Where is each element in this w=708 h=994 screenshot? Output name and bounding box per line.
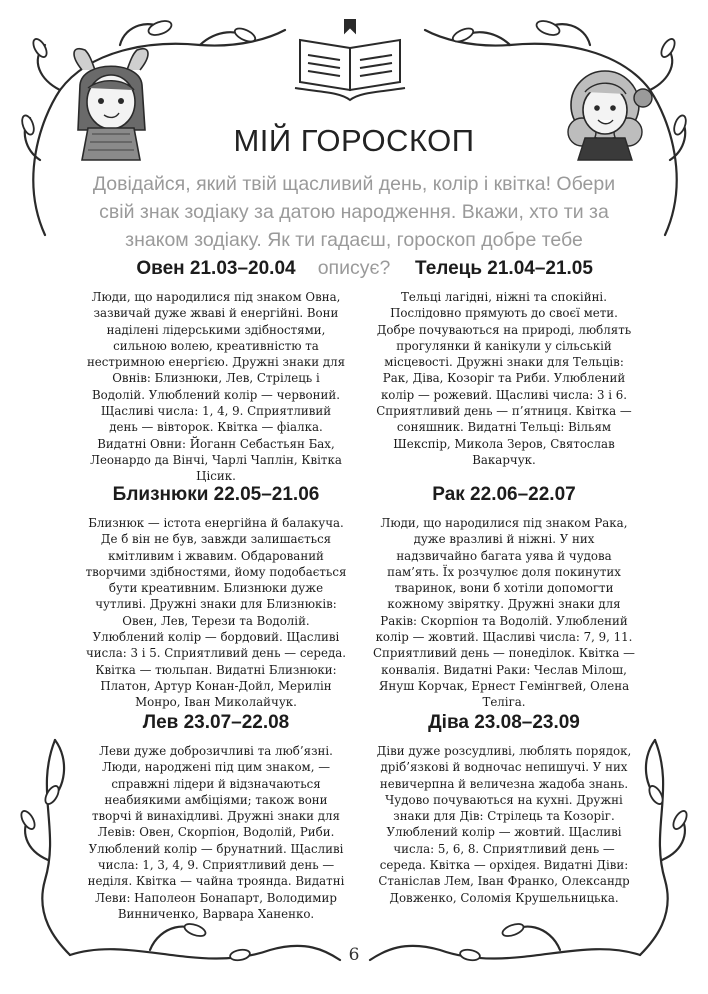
sign-heading: Телець 21.04–21.05 — [415, 258, 593, 279]
sign-description: Близнюк — істота енергійна й балакуча. Де б він не був, завжди залишається кмітливим і жвавим. Обдарований творчими здібностями, йому подобається бути креативним. Близнюки дуже чутливі. Дружні знаки для Близнюків: Овен, Лев, Терези та Водолій. Улюблений колір — бордовий. Щасливі числа: 3 і 5. Сприятливий день — середа. Квітка — тюльпан. Видатні Близнюки: Платон, Артур Конан-Дойл, Мерилін Монро, Іван Миколайчук. — [85, 516, 347, 710]
sign-heading: Близнюки 22.05–21.06 — [112, 484, 320, 505]
sign-block-gemini — [85, 484, 347, 711]
page-number: 6 — [348, 945, 360, 965]
sign-description: Люди, що народилися під знаком Овна, зазвичай дуже жваві й енергійні. Вони наділені лідерськими здібностями, сильною волею, креативністю та нестримною енергією. Дружні знаки для Овнів: Близнюки, Лев, Стрілець і Водолій. Улюблений колір — червоний. Щасливі числа: 1, 4, 9. Сприятливий день — вівторок. Квітка — фіалка. Видатні Овни: Йоганн Себастьян Бах, Леонардо да Вінчі, Чарлі Чаплін, Квітка Цісик. — [86, 290, 346, 484]
vine-left-side — [42, 740, 70, 955]
vine-right-side — [640, 740, 668, 955]
page-title: МІЙ ГОРОСКОП — [233, 123, 475, 158]
intro-text: Довідайся, який твій щасливий день, колір і квітка! Обери свій знак зодіаку за датою народження. Вкажи, хто ти за знаком зодіаку. Як ти гадаєш, гороскоп добре тебе описує? — [92, 173, 616, 279]
sign-description: Люди, що народилися під знаком Рака, дуже вразливі й ніжні. У них надзвичайно багата уява й чудова пам’ять. Їх розчулює доля покинутих тваринок, вони б хотіли допомогти кожному звірятку. Дружні знаки для Раків: Скорпіон та Водолій. Улюблений колір — жовтий. Щасливі числа: 7, 9, 11. Сприятливий день — понеділок. Квітка — конвалія. Видатні Раки: Чеслав Мілош, Януш Корчак, Ернест Гемінгвей, Олена Теліга. — [373, 516, 635, 710]
sign-block-leo — [85, 712, 347, 922]
open-book-icon — [295, 20, 405, 100]
sign-heading: Рак 22.06–22.07 — [432, 484, 576, 505]
sign-block-cancer — [373, 484, 635, 711]
sign-description: Тельці лагідні, ніжні та спокійні. Послідовно прямують до своєї мети. Добре почуваються на природі, люблять прогулянки й канікули у сільській місцевості. Дружні знаки для Тельців: Рак, Діва, Козоріг та Риби. Улюблений колір — рожевий. Щасливі числа: 3 і 6. Сприятливий день — п’ятниця. Квітка — соняшник. Видатні Тельці: Вільям Шекспір, Микола Зеров, Святослав Вакарчук. — [376, 290, 632, 467]
sign-block-aries — [85, 258, 347, 485]
sign-block-taurus — [373, 258, 635, 468]
sign-heading: Лев 23.07–22.08 — [142, 712, 290, 733]
sign-description: Леви дуже доброзичливі та люб’язні. Люди, народжені під цим знаком, — справжні лідери й відзначаються неабиякими амбіціями; також вони творчі й винахідливі. Дружні знаки для Левів: Овен, Скорпіон, Водолій, Риби. Улюблений колір — брунатний. Щасливі числа: 1, 3, 4, 9. Сприятливий день — неділя. Квітка — чайна троянда. Видатні Леви: Наполеон Бонапарт, Володимир Винниченко, Варвара Ханенко. — [87, 744, 345, 921]
sign-block-virgo — [373, 712, 635, 906]
sign-heading: Діва 23.08–23.09 — [428, 712, 580, 733]
sign-description: Діви дуже розсудливі, люблять порядок, дріб’язкові й водночас непишучі. У них невичерпна й величезна жадоба знань. Чудово почуваються на кухні. Дружні знаки для Дів: Стрілець та Козоріг. Улюблений колір — жовтий. Щасливі числа: 5, 6, 8. Сприятливий день — середа. Квітка — орхідея. Видатні Діви: Станіслав Лем, Іван Франко, Олександр Довженко, Соломія Крушельницька. — [376, 744, 632, 905]
sign-heading: Овен 21.03–20.04 — [136, 258, 296, 279]
